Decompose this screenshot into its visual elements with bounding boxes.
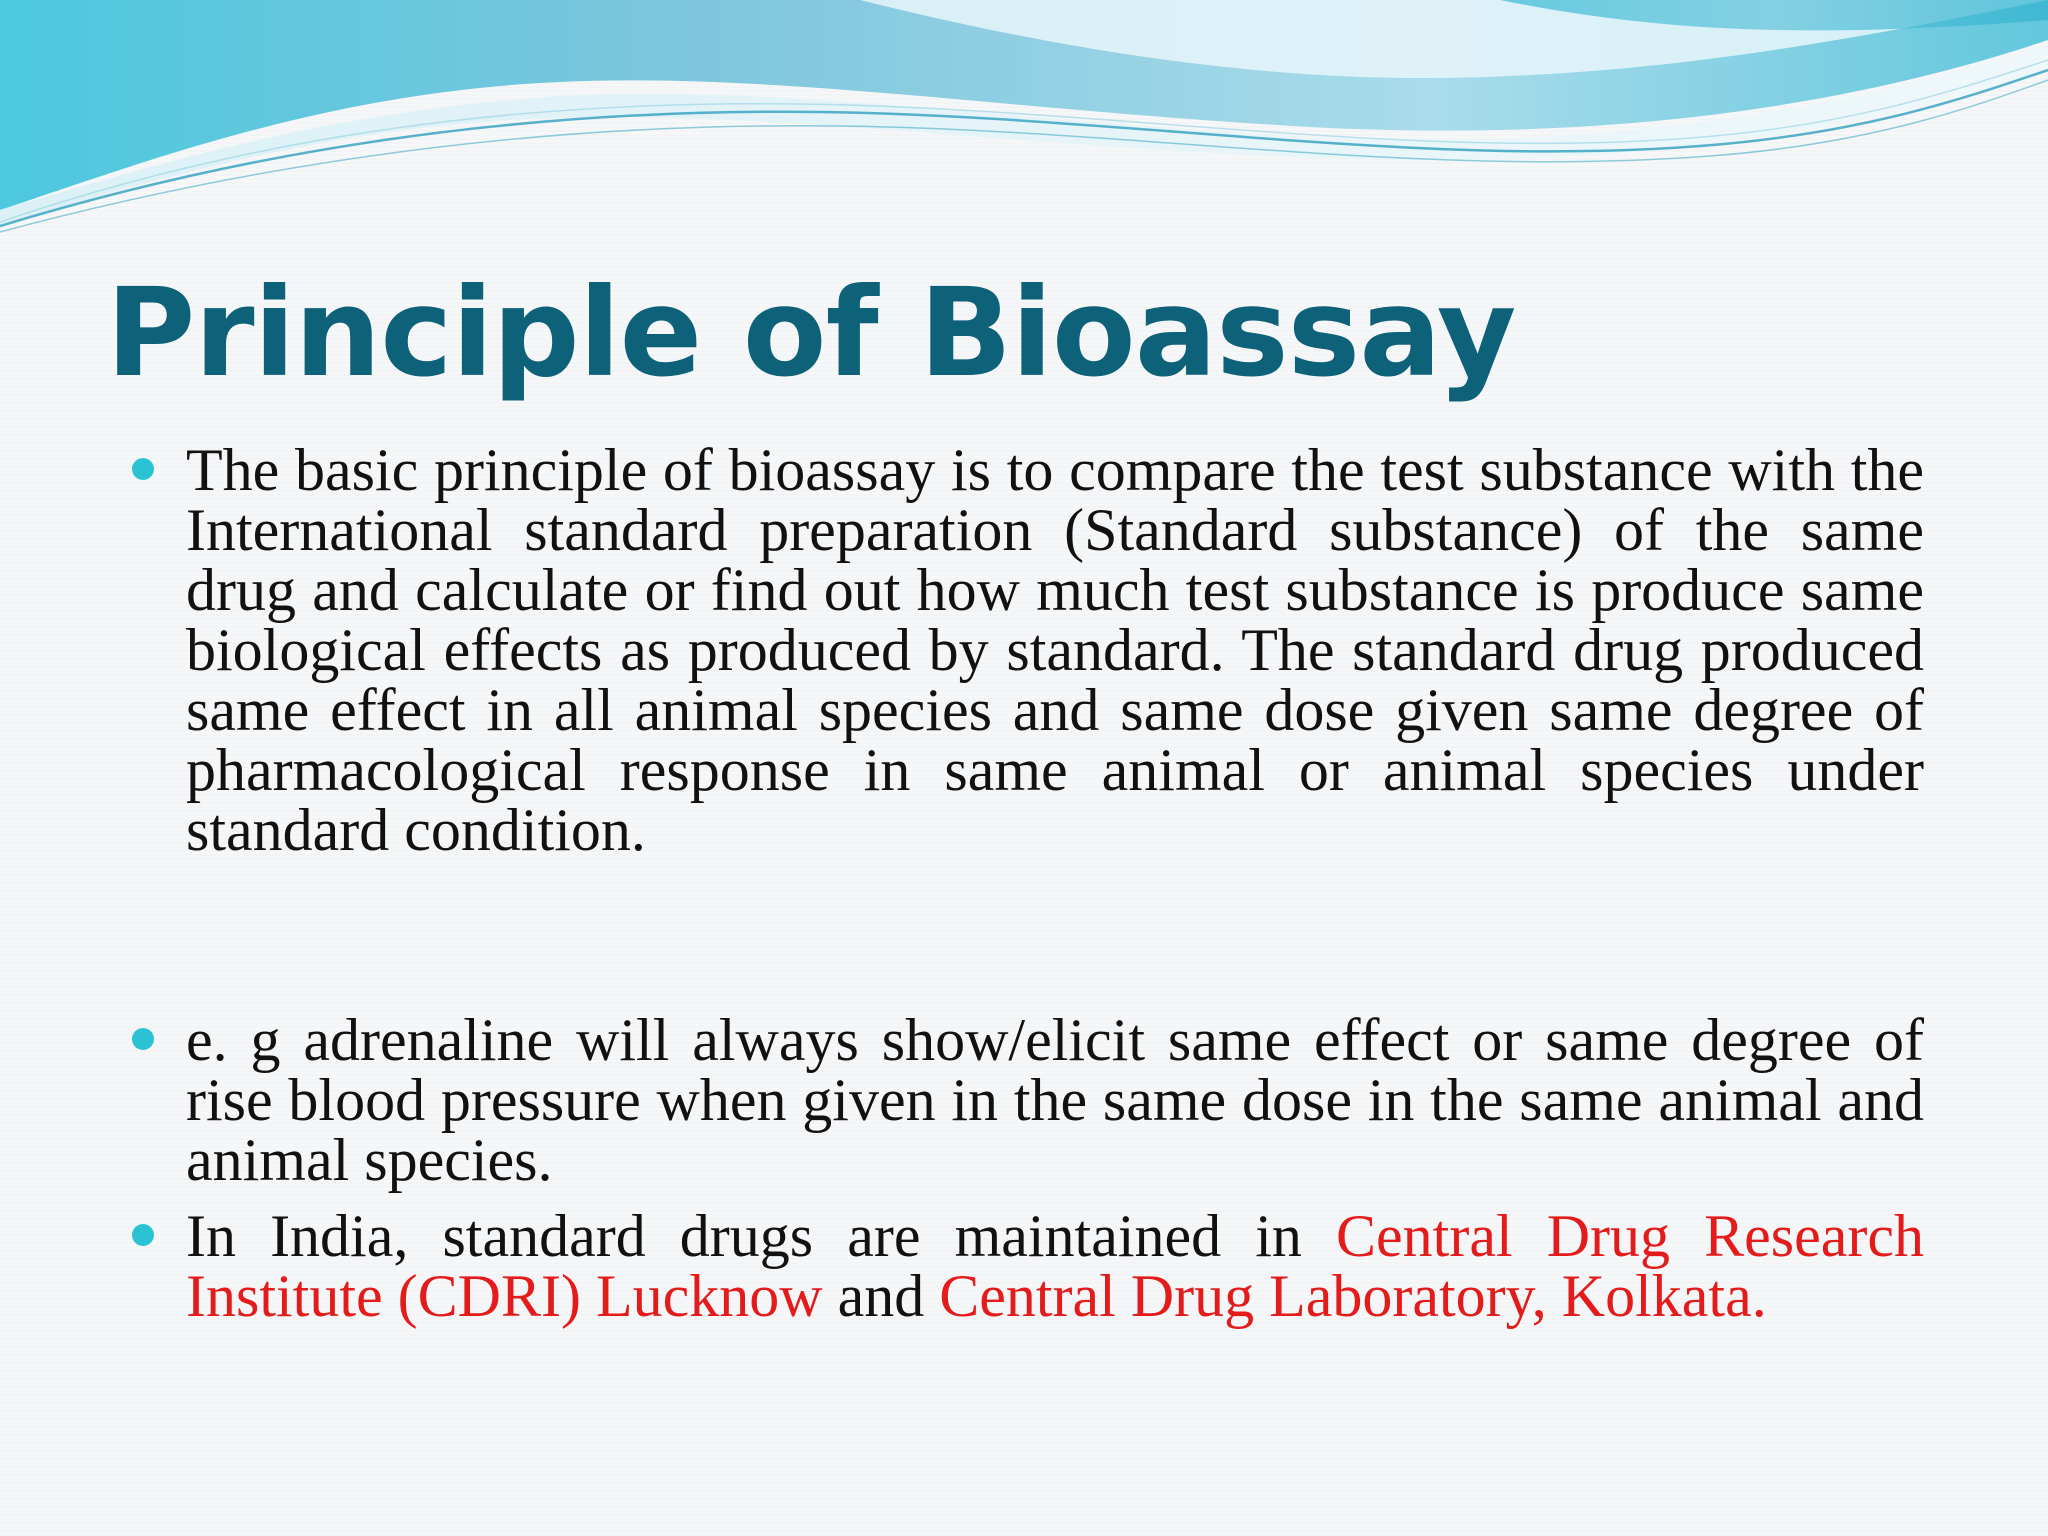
bullet-item-india bbox=[186, 1203, 1924, 1329]
bullet-text-principle: The basic principle of bioassay is to compare the test substance with the International standard preparation (Standard substance) of the same drug and calculate or find out how much test substance is produce same biological effects as produced by standard. The standard drug produced same effect in all animal species and same dose given same degree of pharmacological response in same animal or animal species under standard condition. bbox=[186, 437, 1924, 863]
bullet-text-india-part1: In India, standard drugs are maintained in bbox=[186, 1203, 1337, 1269]
bullet-dot-icon bbox=[132, 458, 154, 480]
bullet-item-example bbox=[186, 1007, 1924, 1193]
bullet-dot-icon bbox=[132, 1224, 154, 1246]
cdl-highlight: Central Drug Laboratory, Kolkata. bbox=[939, 1263, 1767, 1329]
cdri-highlight: Central Drug Research Institute (CDRI) Lucknow bbox=[186, 1203, 1924, 1329]
bullet-item-principle bbox=[186, 437, 1924, 863]
bullet-text-india-and: and bbox=[822, 1263, 940, 1329]
slide-title: Principle of Bioassay bbox=[106, 262, 1516, 404]
bullet-dot-icon bbox=[132, 1028, 154, 1050]
bullet-text-example: e. g adrenaline will always show/elicit same effect or same degree of rise blood pressure when given in the same dose in the same animal and animal species. bbox=[186, 1007, 1924, 1193]
